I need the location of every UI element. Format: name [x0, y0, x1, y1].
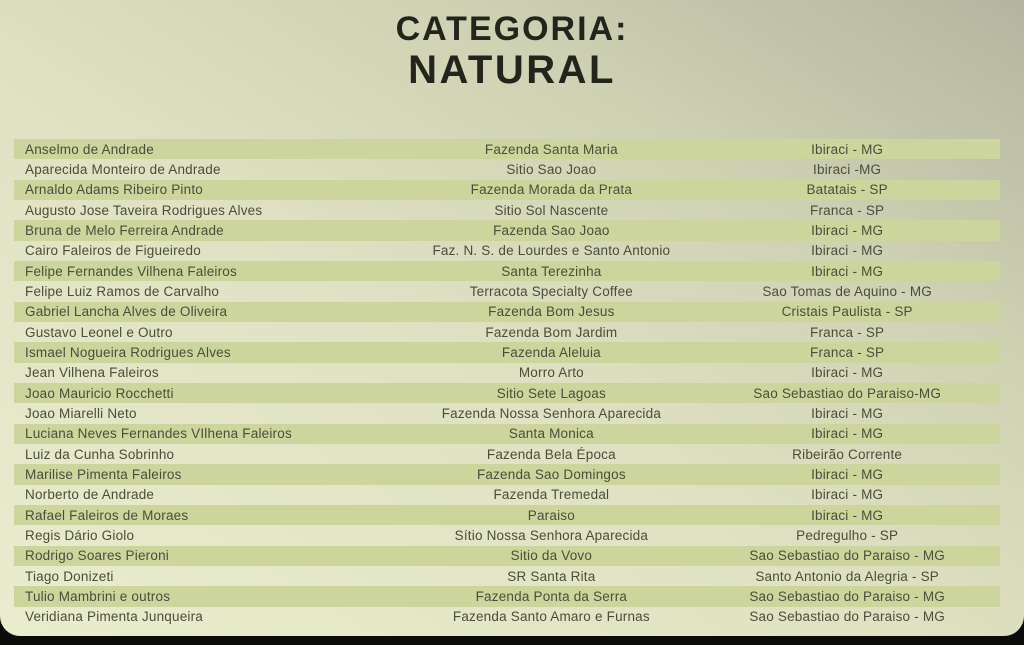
location: Sao Sebastiao do Paraiso - MG — [749, 609, 945, 625]
farm-name: SR Santa Rita — [507, 568, 596, 584]
table-row — [14, 403, 1000, 423]
farm-name: Paraiso — [527, 507, 575, 523]
table-row — [14, 485, 1000, 505]
farm-name: Sitio Sao Joao — [506, 161, 597, 177]
farm-name: Sitio Sete Lagoas — [496, 385, 606, 401]
table-row — [14, 220, 1000, 240]
location: Ibiraci - MG — [811, 243, 884, 259]
location: Ribeirão Corrente — [792, 446, 903, 462]
bottom-bar — [0, 636, 1024, 645]
table-row — [14, 200, 1000, 220]
producer-name: Joao Mauricio Rocchetti — [25, 385, 174, 401]
farm-name: Fazenda Bela Época — [486, 446, 616, 462]
producer-name: Gustavo Leonel e Outro — [25, 324, 173, 340]
farm-name: Fazenda Ponta da Serra — [475, 588, 628, 604]
location: Sao Sebastiao do Paraiso - MG — [749, 548, 945, 564]
producer-name: Cairo Faleiros de Figueiredo — [25, 243, 201, 259]
farm-name: Fazenda Sao Joao — [493, 222, 610, 238]
table-row — [14, 444, 1000, 464]
producer-name: Gabriel Lancha Alves de Oliveira — [25, 304, 228, 320]
location: Franca - SP — [810, 324, 885, 340]
farm-name: Fazenda Bom Jardim — [485, 324, 618, 340]
producer-name: Norberto de Andrade — [25, 487, 155, 503]
producer-name: Anselmo de Andrade — [25, 141, 154, 157]
location: Sao Sebastiao do Paraiso-MG — [753, 385, 942, 401]
location: Ibiraci - MG — [811, 426, 884, 442]
farm-name: Fazenda Nossa Senhora Aparecida — [441, 405, 662, 421]
producer-name: Rafael Faleiros de Moraes — [25, 507, 189, 523]
location: Batatais - SP — [806, 182, 888, 198]
producer-name: Felipe Luiz Ramos de Carvalho — [25, 283, 220, 299]
location: Ibiraci - MG — [811, 507, 884, 523]
location: Ibiraci -MG — [813, 161, 882, 177]
table-row — [14, 383, 1000, 403]
table-row — [14, 586, 1000, 606]
location: Ibiraci - MG — [811, 263, 884, 279]
table-row — [14, 281, 1000, 301]
farm-name: Morro Arto — [518, 365, 584, 381]
table-row — [14, 159, 1000, 179]
producer-name: Jean Vilhena Faleiros — [25, 365, 159, 381]
table-row — [14, 546, 1000, 566]
table-row — [14, 607, 1000, 627]
table-row — [14, 424, 1000, 444]
farm-name: Fazenda Morada da Prata — [470, 182, 633, 198]
table-row — [14, 363, 1000, 383]
location: Franca - SP — [810, 344, 885, 360]
producer-name: Augusto Jose Taveira Rodrigues Alves — [25, 202, 263, 218]
table-row — [14, 261, 1000, 281]
location: Ibiraci - MG — [811, 405, 884, 421]
table-row — [14, 302, 1000, 322]
location: Ibiraci - MG — [811, 466, 884, 482]
producer-name: Bruna de Melo Ferreira Andrade — [25, 222, 224, 238]
table-row — [14, 464, 1000, 484]
producer-name: Veridiana Pimenta Junqueira — [25, 609, 204, 625]
producer-name: Ismael Nogueira Rodrigues Alves — [25, 344, 231, 360]
table-row — [14, 342, 1000, 362]
farm-name: Faz. N. S. de Lourdes e Santo Antonio — [432, 243, 671, 259]
location: Pedregulho - SP — [796, 527, 899, 543]
table-row — [14, 241, 1000, 261]
farm-name: Santa Terezinha — [501, 263, 602, 279]
farm-name: Terracota Specialty Coffee — [469, 283, 633, 299]
producer-name: Luciana Neves Fernandes VIlhena Faleiros — [25, 426, 292, 442]
farm-name: Sitio da Vovo — [510, 548, 593, 564]
location: Cristais Paulista - SP — [781, 304, 913, 320]
producer-name: Joao Miarelli Neto — [25, 405, 137, 421]
producer-name: Marilise Pimenta Faleiros — [25, 466, 182, 482]
participants-table — [14, 139, 1000, 627]
table-row — [14, 525, 1000, 545]
page-title — [0, 10, 1024, 93]
producer-name: Regis Dário Giolo — [25, 527, 135, 543]
table-row — [14, 505, 1000, 525]
farm-name: Santa Monica — [508, 426, 594, 442]
farm-name: Sitio Sol Nascente — [494, 202, 609, 218]
producer-name: Luiz da Cunha Sobrinho — [25, 446, 175, 462]
farm-name: Fazenda Sao Domingos — [476, 466, 626, 482]
farm-name: Fazenda Santa Maria — [484, 141, 618, 157]
location: Sao Tomas de Aquino - MG — [762, 283, 932, 299]
location: Ibiraci - MG — [811, 487, 884, 503]
page-title-natural: NATURAL — [408, 48, 616, 93]
table-row — [14, 566, 1000, 586]
producer-name: Arnaldo Adams Ribeiro Pinto — [25, 182, 203, 198]
producer-name: Aparecida Monteiro de Andrade — [25, 161, 221, 177]
table-row — [14, 180, 1000, 200]
location: Ibiraci - MG — [811, 365, 884, 381]
location: Ibiraci - MG — [811, 222, 884, 238]
farm-name: Fazenda Aleluia — [501, 344, 601, 360]
location: Ibiraci - MG — [811, 141, 884, 157]
producer-name: Felipe Fernandes Vilhena Faleiros — [25, 263, 237, 279]
page-title-category: CATEGORIA: — [395, 10, 629, 48]
table-row — [14, 322, 1000, 342]
producer-name: Tulio Mambrini e outros — [25, 588, 171, 604]
location: Santo Antonio da Alegria - SP — [755, 568, 939, 584]
farm-name: Fazenda Tremedal — [493, 487, 610, 503]
location: Sao Sebastiao do Paraiso - MG — [749, 588, 945, 604]
farm-name: Fazenda Bom Jesus — [488, 304, 615, 320]
farm-name: Fazenda Santo Amaro e Furnas — [452, 609, 650, 625]
farm-name: Sítio Nossa Senhora Aparecida — [454, 527, 649, 543]
location: Franca - SP — [810, 202, 885, 218]
table-row — [14, 139, 1000, 159]
producer-name: Tiago Donizeti — [25, 568, 114, 584]
producer-name: Rodrigo Soares Pieroni — [25, 548, 169, 564]
